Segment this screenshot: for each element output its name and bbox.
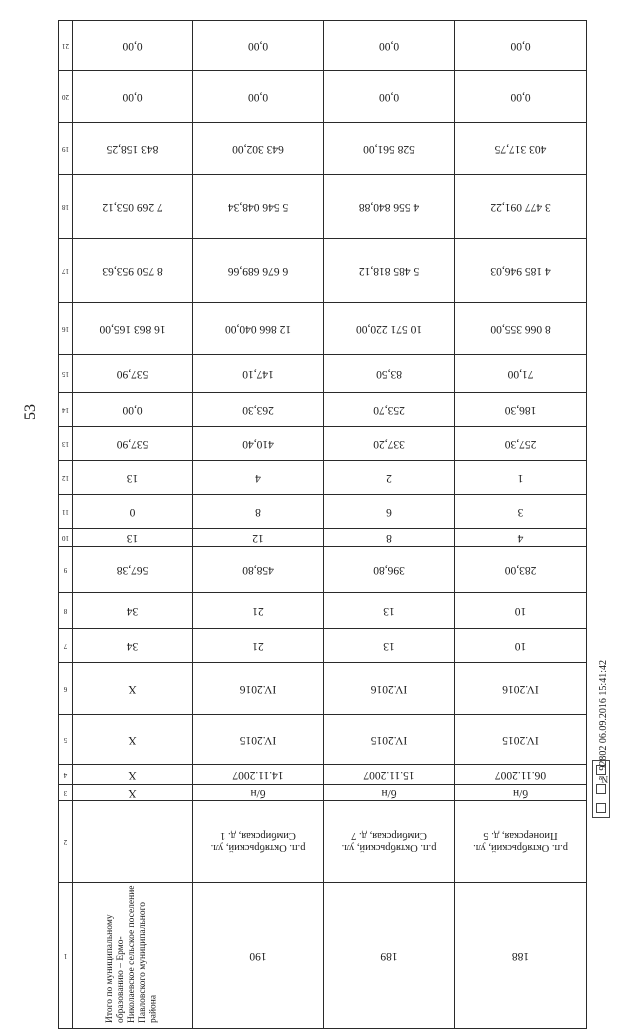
cell-value: Итого по муниципальному образованию – Ермо-Николаевское сельское поселение Павловского муниципального района: [105, 885, 159, 1023]
table-cell: [193, 765, 324, 785]
cell-value: 4: [517, 531, 524, 544]
cell-value: 13: [126, 471, 139, 484]
cell-value: б/н: [381, 786, 397, 799]
column-number-cell: [59, 663, 73, 715]
cell-value: 4 185 946,03: [490, 264, 551, 277]
column-number-cell: [59, 629, 73, 663]
table-cell: [193, 785, 324, 801]
cell-value: 0: [129, 505, 136, 518]
table-cell: [193, 355, 324, 393]
table-cell: [324, 239, 455, 303]
column-number-cell: [59, 785, 73, 801]
column-number-cell: [59, 765, 73, 785]
table-row: [59, 629, 587, 663]
cell-value: 6 676 689,66: [227, 264, 289, 277]
table-row: [59, 593, 587, 629]
cell-value: 6: [386, 505, 392, 518]
cell-value: IV.2015: [370, 733, 408, 746]
table-cell: [324, 785, 455, 801]
table-cell: [455, 883, 587, 1029]
table-cell: [455, 529, 587, 547]
table-row: [59, 715, 587, 765]
column-number-cell: [59, 593, 73, 629]
column-number: 12: [62, 473, 69, 482]
cell-value: 567,38: [116, 563, 149, 576]
table-cell: [73, 427, 193, 461]
column-number-cell: [59, 303, 73, 355]
cell-value: 257,30: [504, 437, 537, 450]
cell-value: 337,20: [373, 437, 405, 450]
cell-value: 0,00: [510, 39, 531, 52]
table-cell: [73, 547, 193, 593]
cell-value: 5 485 818,12: [358, 264, 420, 277]
cell-value: 0,00: [247, 90, 269, 103]
table-cell: [455, 355, 587, 393]
table-cell: [455, 495, 587, 529]
cell-value: 8 066 355,00: [490, 322, 551, 335]
cell-value: 13: [383, 639, 395, 652]
column-number-cell: [59, 71, 73, 123]
table-cell: [324, 21, 455, 71]
cell-value: 188: [511, 949, 530, 962]
table-row: [59, 21, 587, 71]
table-cell: [73, 785, 193, 801]
cell-value: 21: [252, 639, 264, 652]
address-text: р.п. Октябрьский, ул. Пионерская, д. 5: [473, 830, 568, 854]
cell-value: IV.2015: [239, 733, 277, 746]
table-cell: [455, 427, 587, 461]
cell-value: 15.11.2007: [363, 768, 415, 781]
cell-value: 0,00: [510, 90, 531, 103]
address-text: [73, 840, 192, 844]
cell-value: 186,30: [504, 403, 537, 416]
cell-value: 458,80: [242, 563, 274, 576]
table-row: [59, 765, 587, 785]
cell-value: 2: [386, 471, 392, 484]
table-cell: [193, 303, 324, 355]
table-cell: [73, 393, 193, 427]
cell-value: 0,00: [122, 39, 143, 52]
cell-value: 410,40: [242, 437, 274, 450]
table-cell: [324, 765, 455, 785]
column-number: 18: [62, 202, 69, 211]
cell-value: 643 302,00: [232, 142, 284, 155]
table-cell: [455, 21, 587, 71]
table-cell: [324, 303, 455, 355]
table-cell: [324, 529, 455, 547]
column-number: 17: [62, 266, 69, 275]
table-cell: [455, 765, 587, 785]
table-cell: [455, 123, 587, 175]
cell-value: X: [128, 768, 137, 781]
footer-stamp: № 92802 06.09.2016 15:41:42: [598, 660, 609, 785]
table-cell: [193, 495, 324, 529]
column-number: 1: [63, 951, 68, 960]
cell-value: 06.11.2007: [494, 768, 547, 781]
table-cell: [455, 71, 587, 123]
table-cell: [73, 629, 193, 663]
table-row: [59, 663, 587, 715]
table-cell: [73, 21, 193, 71]
column-number-cell: [59, 427, 73, 461]
data-table: [58, 20, 587, 1029]
cell-value: 34: [126, 604, 139, 617]
table-cell: [73, 883, 193, 1029]
column-number: 4: [63, 770, 68, 779]
table-row: [59, 303, 587, 355]
table-row: [59, 239, 587, 303]
cell-value: 537,90: [116, 437, 149, 450]
cell-value: 21: [252, 604, 264, 617]
cell-value: IV.2016: [239, 682, 277, 695]
cell-value: 3: [517, 505, 524, 518]
column-number-cell: [59, 461, 73, 495]
column-number-cell: [59, 547, 73, 593]
table-cell: [193, 663, 324, 715]
cell-value: 7 269 053,12: [102, 200, 163, 213]
table-cell: [193, 629, 324, 663]
table-cell: [455, 547, 587, 593]
cell-value: 12: [252, 531, 264, 544]
column-number-cell: [59, 801, 73, 883]
column-number-cell: [59, 355, 73, 393]
cell-value: IV.2015: [502, 733, 539, 746]
column-number: 11: [62, 507, 69, 516]
column-number-cell: [59, 239, 73, 303]
column-number-cell: [59, 393, 73, 427]
column-number: 16: [62, 324, 69, 333]
table-cell: [324, 715, 455, 765]
table-cell: [73, 663, 193, 715]
table-cell: [455, 393, 587, 427]
table-cell: [193, 393, 324, 427]
cell-value: 8: [386, 531, 392, 544]
table-cell: [455, 303, 587, 355]
cell-value: 12 866 040,00: [224, 322, 292, 335]
table-cell: [455, 663, 587, 715]
column-number: 15: [62, 369, 69, 378]
cell-value: 283,00: [504, 563, 537, 576]
column-number: 5: [63, 735, 68, 744]
cell-value: б/н: [250, 786, 266, 799]
table-cell: [193, 593, 324, 629]
column-number-cell: [59, 529, 73, 547]
column-number: 10: [62, 533, 69, 542]
table-cell: [193, 71, 324, 123]
cell-value: 0,00: [378, 90, 400, 103]
table-cell: [73, 123, 193, 175]
table-row: [59, 883, 587, 1029]
column-number: 6: [63, 684, 68, 693]
table-row: [59, 495, 587, 529]
table-cell: [193, 21, 324, 71]
cell-value: 189: [380, 949, 398, 962]
column-number-cell: [59, 175, 73, 239]
table-cell: [193, 801, 324, 883]
table-row: [59, 529, 587, 547]
table-cell: [324, 393, 455, 427]
table-cell: [73, 239, 193, 303]
table-cell: [324, 427, 455, 461]
cell-value: 10: [514, 604, 527, 617]
table-row: [59, 461, 587, 495]
cell-value: 843 158,25: [106, 142, 159, 155]
column-number: 3: [63, 788, 68, 797]
table-cell: [324, 801, 455, 883]
cell-value: 0,00: [122, 90, 143, 103]
notary-logo-icon: [592, 760, 610, 818]
table-cell: [73, 175, 193, 239]
column-number: 2: [63, 837, 68, 846]
cell-value: X: [128, 733, 137, 746]
table-row: [59, 547, 587, 593]
table-cell: [455, 715, 587, 765]
cell-value: 1: [517, 471, 524, 484]
table-row: [59, 427, 587, 461]
column-number: 21: [62, 41, 69, 50]
cell-value: 190: [249, 949, 267, 962]
cell-value: 253,70: [373, 403, 405, 416]
table-cell: [193, 239, 324, 303]
cell-value: 396,80: [373, 563, 405, 576]
cell-value: 34: [126, 639, 139, 652]
table-cell: [455, 175, 587, 239]
address-text: р.п. Октябрьский, ул. Симбирская, д. 7: [341, 830, 437, 854]
cell-value: 8: [255, 505, 261, 518]
table-cell: [73, 529, 193, 547]
table-cell: [455, 801, 587, 883]
table-cell: [193, 547, 324, 593]
table-cell: [455, 239, 587, 303]
table-cell: [73, 715, 193, 765]
table-cell: [73, 801, 193, 883]
cell-value: б/н: [512, 786, 529, 799]
cell-value: 4: [255, 471, 261, 484]
table-row: [59, 123, 587, 175]
table-cell: [324, 629, 455, 663]
table-cell: [455, 629, 587, 663]
table-row: [59, 801, 587, 883]
cell-value: 147,10: [242, 367, 274, 380]
table-cell: [455, 593, 587, 629]
cell-value: 528 561,00: [363, 142, 415, 155]
cell-value: 3 477 091,22: [490, 200, 551, 213]
table-row: [59, 175, 587, 239]
cell-value: IV.2016: [502, 682, 539, 695]
table-cell: [324, 495, 455, 529]
table-row: [59, 785, 587, 801]
column-number-cell: [59, 21, 73, 71]
table-cell: [73, 495, 193, 529]
cell-value: 13: [126, 531, 139, 544]
column-number: 7: [63, 641, 68, 650]
table-cell: [324, 461, 455, 495]
column-number: 8: [63, 606, 68, 615]
column-number: 19: [62, 144, 69, 153]
column-number-cell: [59, 495, 73, 529]
cell-value: 0,00: [378, 39, 400, 52]
cell-value: 71,00: [507, 367, 534, 380]
cell-value: 8 750 953,63: [102, 264, 163, 277]
column-number: 9: [63, 565, 68, 574]
table-cell: [193, 883, 324, 1029]
column-number: 20: [62, 92, 69, 101]
table-row: [59, 71, 587, 123]
table-cell: [73, 593, 193, 629]
column-number: 13: [62, 439, 69, 448]
table-cell: [455, 461, 587, 495]
cell-value: 0,00: [122, 403, 143, 416]
cell-value: IV.2016: [370, 682, 408, 695]
cell-value: X: [128, 786, 137, 799]
table-cell: [324, 663, 455, 715]
table-cell: [73, 71, 193, 123]
address-text: р.п. Октябрьский, ул. Симбирская, д. 1: [210, 830, 306, 854]
table-cell: [324, 123, 455, 175]
cell-value: 0,00: [247, 39, 269, 52]
column-number-cell: [59, 123, 73, 175]
table-cell: [73, 461, 193, 495]
table-cell: [455, 785, 587, 801]
table-cell: [193, 175, 324, 239]
cell-value: 263,30: [242, 403, 274, 416]
table-cell: [73, 303, 193, 355]
page-number: 53: [22, 404, 39, 420]
table-cell: [193, 123, 324, 175]
column-number: 14: [62, 405, 69, 414]
cell-value: 14.11.2007: [232, 768, 284, 781]
table-cell: [324, 883, 455, 1029]
cell-value: 10 571 220,00: [355, 322, 423, 335]
table-cell: [324, 175, 455, 239]
table-cell: [193, 715, 324, 765]
cell-value: 16 863 165,00: [99, 322, 166, 335]
cell-value: 83,50: [376, 367, 402, 380]
table-cell: [193, 427, 324, 461]
cell-value: 13: [383, 604, 395, 617]
table-cell: [73, 355, 193, 393]
table-cell: [324, 355, 455, 393]
column-number-cell: [59, 715, 73, 765]
table-cell: [73, 765, 193, 785]
cell-value: X: [128, 682, 137, 695]
cell-value: 537,90: [116, 367, 149, 380]
cell-value: 4 556 840,88: [358, 200, 420, 213]
table-cell: [324, 547, 455, 593]
table-row: [59, 393, 587, 427]
table-cell: [193, 529, 324, 547]
table-cell: [324, 71, 455, 123]
table-cell: [324, 593, 455, 629]
cell-value: 403 317,75: [494, 142, 547, 155]
column-number-cell: [59, 883, 73, 1029]
table-cell: [193, 461, 324, 495]
table-row: [59, 355, 587, 393]
cell-value: 10: [514, 639, 527, 652]
cell-value: 5 546 048,34: [227, 200, 289, 213]
